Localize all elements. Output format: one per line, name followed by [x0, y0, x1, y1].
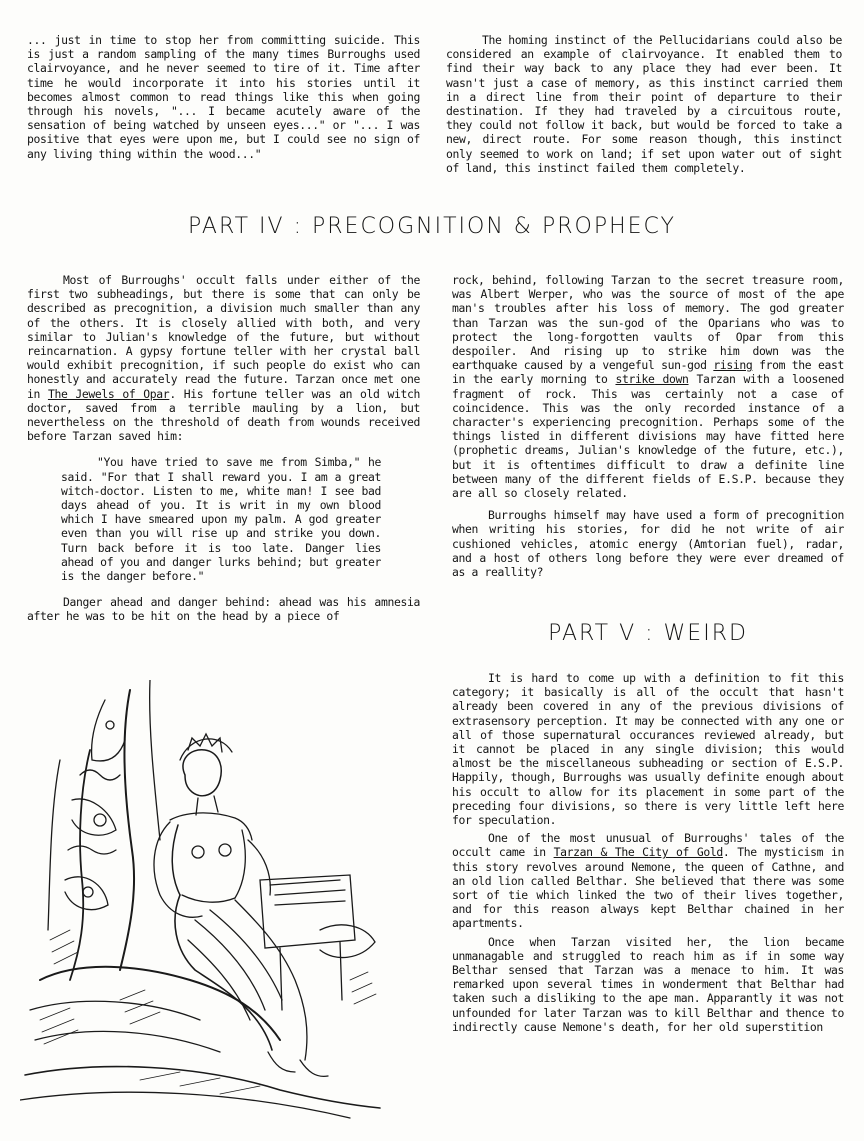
- paragraph: The homing instinct of the Pellucidarians could also be considered an example of clairvoyance. It enabled them to find their way back to any place they had ever been. It wasn't just a case of memory, as this instinct carried them in a direct line from their point of departure to their destination. If they had traveled by a circuitous route, they could not follow it back, but would be forced to take a new, direct route. For some reason though, this instinct only seemed to work on land; if set upon water out of sight of land, this instinct failed them completely.: [446, 33, 842, 175]
- top-left-column: [27, 33, 420, 161]
- paragraph: [452, 831, 844, 930]
- part4-left-column: [27, 273, 420, 624]
- paragraph: It is hard to come up with a definition to fit this category; it basically is all of the occult that hasn't already been covered in any of the previous divisions of extrasensory perception. It may be connected with any one or all of those supernatural occurances reviewed already, but it cannot be placed in any single division; this would almost be the miscellaneous subheading or section of E.S.P. Happily, though, Burroughs was usually definite enough about his occult to allow for its placement in some part of the preceding four divisions, so there is very little left here for speculation.: [452, 671, 844, 828]
- text-run: . The mysticism in this story revolves around Nemone, the queen of Cathne, and an old lion called Belthar. She believed that there was some sort of tie which linked the two of their lives together, and for this reason always kept Belthar chained in her apartments.: [452, 845, 845, 931]
- paragraph: [452, 273, 844, 500]
- paragraph: [27, 273, 420, 443]
- underlined-text: rising: [713, 358, 753, 373]
- book-title: The Jewels of Opar: [47, 386, 170, 401]
- queen-on-throne-illustration: [20, 680, 440, 1120]
- paragraph: Danger ahead and danger behind: ahead was his amnesia after he was to be hit on the head by a piece of: [27, 595, 420, 624]
- paragraph: ... just in time to stop her from committing suicide. This is just a random sampling of the many times Burroughs used clairvoyance, and he never seemed to tire of it. Time after time he would incorporate it into his stories until it becomes almost common to read things like this when going through his novels, "... I became acutely aware of the sensation of being watched by unseen eyes..." or "... I was positive that eyes were upon me, but I could see no sign of any living thing within the wood...": [27, 33, 420, 161]
- paragraph: Once when Tarzan visited her, the lion became unmanagable and struggled to reach him as if in some way Belthar sensed that Tarzan was a menace to him. It was remarked upon several times in wonderment that Belthar had taken such a disliking to the ape man. Apparantly it was not unfounded for later Tarzan was to kill Belthar and thence to indirectly cause Nemone's death, for her old superstition: [452, 934, 844, 1034]
- paragraph: Burroughs himself may have used a form of precognition when writing his stories, for did he not write of air cushioned vehicles, atomic energy (Amtorian fuel), radar, and a host of others long before they were ever dreamed of as a reallity?: [452, 508, 844, 580]
- underlined-text: strike down: [615, 372, 689, 387]
- section-heading-part-5: PART V : WEIRD: [548, 621, 748, 646]
- book-title: Tarzan & The City of Gold: [553, 845, 723, 860]
- quote-text: "You have tried to save me from Simba," he said. "For that I shall reward you. I am a great witch-doctor. Listen to me, white man! I see bad days ahead of you. It is writ in my own blood which I have smeared upon my palm. A god greater even than you will rise up and strike you down. Turn back before it is too late. Danger lies ahead of you and danger lurks behind; but greater is the danger before.": [61, 455, 381, 584]
- text-run: rock, behind, following Tarzan to the secret treasure room, was Albert Werper, who was the source of most of the ape man's troubles after his loss of memory. The god greater than Tarzan was the sun-god of the Oparians who was to protect the long-forgotten vaults of Opar from this despoiler. And rising up to strike him down was the earthquake caused by a vengeful sun-god: [452, 273, 844, 373]
- text-run: Most of Burroughs' occult falls under either of the first two subheadings, but there is some that can only be described as precognition, a division much smaller than any of the others. It is closely allied with both, and very similar to Julian's knowledge of the future, but without reincarnation. A gypsy fortune teller with her crystal ball would exhibit precognition, if such people do exist who can honestly and accurately read the future. Tarzan once met one in: [27, 273, 420, 401]
- block-quote: [61, 455, 381, 583]
- text-run: . His fortune teller was an old witch doctor, saved from a terrible mauling by a lion, but nevertheless on the threshold of death from wounds received before Tarzan saved him:: [27, 386, 420, 444]
- part4-right-column: [452, 273, 844, 579]
- text-run: Tarzan with a loosened fragment of rock. This was certainly not a case of coincidence. This was the only recorded instance of a character's experiencing precognition. Perhaps some of the things listed in different divisions may have fitted here (prophetic dreams, Julian's knowledge of the future, etc.), but it is oftentimes difficult to draw a definite line between many of the different fields of E.S.P. because they are all so closely related.: [452, 372, 845, 501]
- part5-column: [452, 671, 844, 1034]
- text-run: One of the most unusual of Burroughs' tales of the occult came in: [452, 831, 844, 860]
- top-right-column: [446, 33, 842, 175]
- text-run: from the east in the early morning to: [452, 358, 844, 387]
- section-heading-part-4: PART IV : PRECOGNITION & PROPHECY: [188, 214, 676, 239]
